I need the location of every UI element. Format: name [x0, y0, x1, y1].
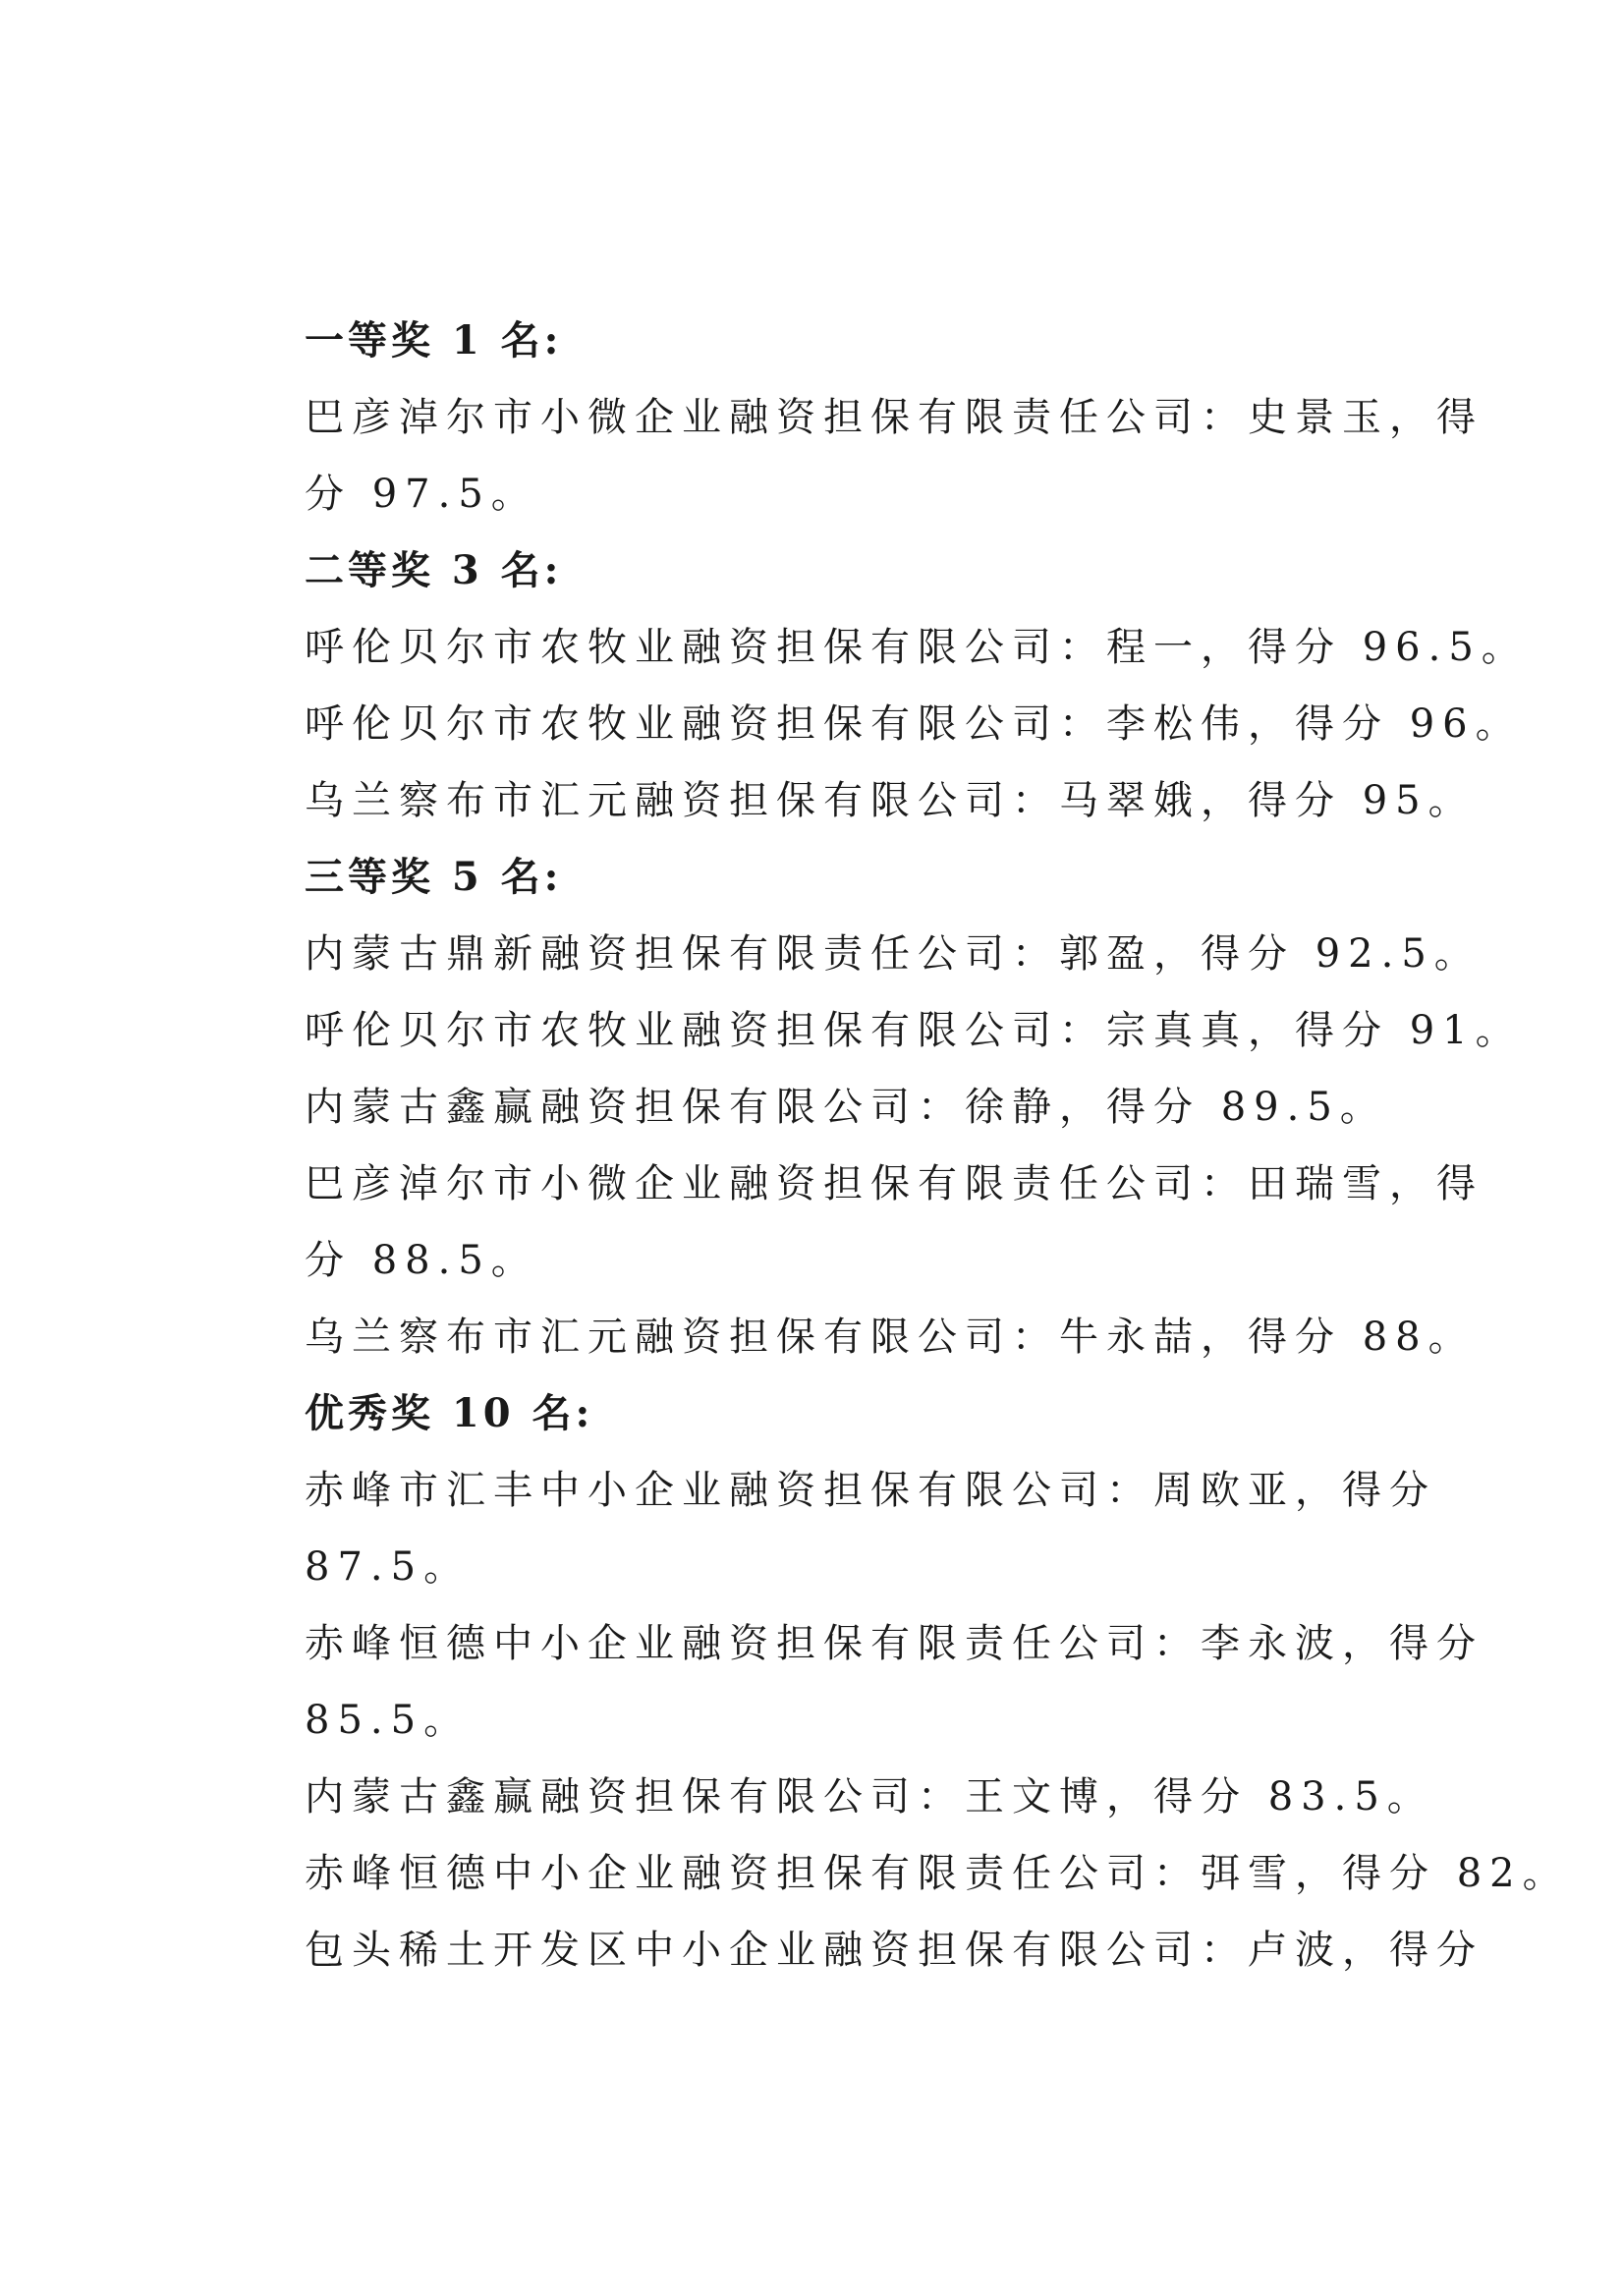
award-entry: 分 97.5。: [305, 472, 538, 517]
award-entry: 乌兰察布市汇元融资担保有限公司：牛永喆，得分 88。: [305, 1315, 1476, 1360]
award-entry: 赤峰恒德中小企业融资担保有限责任公司：李永波，得分: [305, 1621, 1483, 1666]
section-heading-second-prize: 二等奖 3 名:: [305, 547, 563, 593]
award-entry: 87.5。: [305, 1544, 472, 1590]
award-entry: 赤峰恒德中小企业融资担保有限责任公司：弭雪，得分 82。: [305, 1851, 1570, 1896]
section-heading-third-prize: 三等奖 5 名:: [305, 854, 563, 900]
award-entry: 内蒙古鑫赢融资担保有限公司：徐静，得分 89.5。: [305, 1085, 1387, 1130]
award-entry: 包头稀土开发区中小企业融资担保有限公司：卢波，得分: [305, 1928, 1483, 1973]
award-entry: 巴彦淖尔市小微企业融资担保有限责任公司：田瑞雪，得: [305, 1161, 1483, 1206]
award-entry: 呼伦贝尔市农牧业融资担保有限公司：程一，得分 96.5。: [305, 625, 1529, 670]
award-list: [305, 303, 1570, 1988]
award-entry: 乌兰察布市汇元融资担保有限公司：马翠娥，得分 95。: [305, 778, 1476, 823]
award-entry: 内蒙古鼎新融资担保有限责任公司：郭盈，得分 92.5。: [305, 931, 1482, 977]
award-entry: 内蒙古鑫赢融资担保有限公司：王文博，得分 83.5。: [305, 1774, 1434, 1820]
award-entry: 85.5。: [305, 1698, 472, 1743]
award-entry: 呼伦贝尔市农牧业融资担保有限公司：李松伟，得分 96。: [305, 701, 1523, 747]
award-entry: 赤峰市汇丰中小企业融资担保有限公司：周欧亚，得分: [305, 1468, 1436, 1513]
award-entry: 巴彦淖尔市小微企业融资担保有限责任公司：史景玉，得: [305, 395, 1483, 440]
section-heading-excellence-award: 优秀奖 10 名:: [305, 1390, 594, 1436]
section-heading-first-prize: 一等奖 1 名:: [305, 317, 563, 364]
award-entry: 分 88.5。: [305, 1238, 538, 1283]
award-entry: 呼伦贝尔市农牧业融资担保有限公司：宗真真，得分 91。: [305, 1008, 1523, 1053]
